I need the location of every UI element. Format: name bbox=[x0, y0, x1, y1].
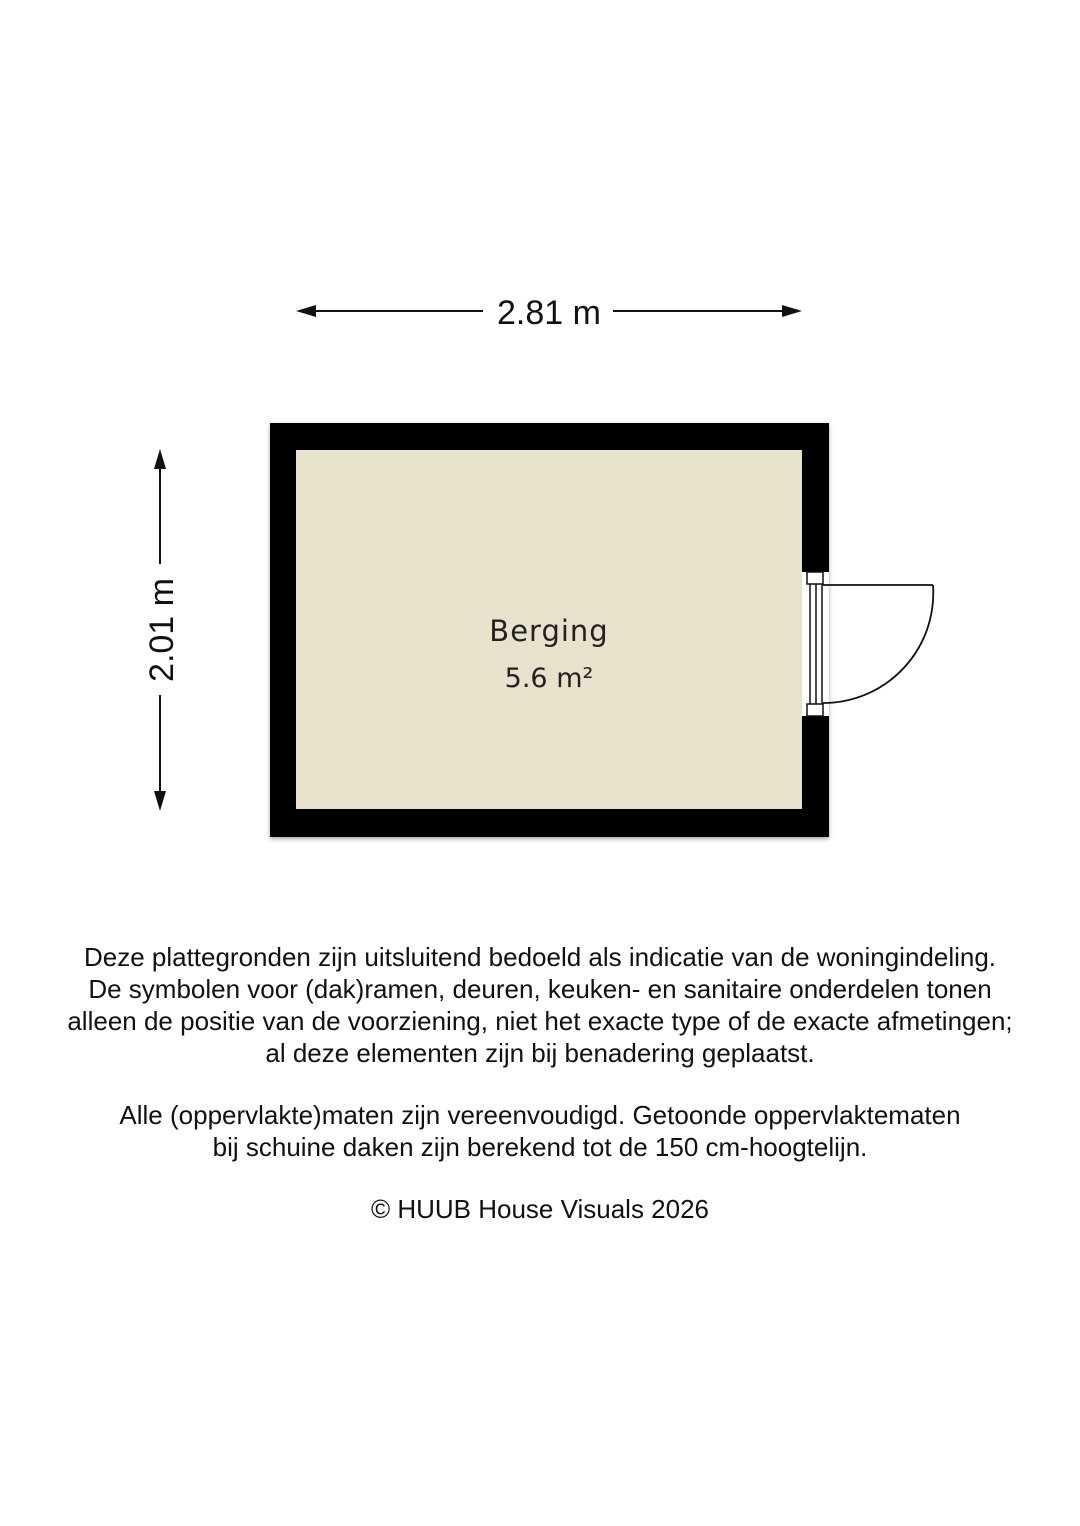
door-frame-top bbox=[807, 572, 823, 584]
width-dimension bbox=[296, 294, 802, 332]
disclaimer-notes bbox=[0, 941, 1080, 1225]
disclaimer-line: al deze elementen zijn bij benadering geplaatst. bbox=[265, 1038, 815, 1068]
height-arrow-up-icon bbox=[154, 449, 166, 469]
measurement-note-line: Alle (oppervlakte)maten zijn vereenvoudigd. Getoonde oppervlaktematen bbox=[119, 1100, 961, 1130]
disclaimer-line: Deze plattegronden zijn uitsluitend bedoeld als indicatie van de woningindeling. bbox=[83, 942, 997, 972]
width-arrow-right-icon bbox=[782, 305, 802, 317]
room-berging bbox=[270, 423, 933, 837]
copyright-text: © HUUB House Visuals 2026 bbox=[370, 1194, 710, 1224]
room-name: Berging bbox=[489, 614, 609, 648]
height-label: 2.01 m bbox=[143, 578, 181, 682]
disclaimer-line: alleen de positie van de voorziening, niet het exacte type of de exacte afmetingen; bbox=[67, 1006, 1013, 1036]
disclaimer-line: De symbolen voor (dak)ramen, deuren, keuken- en sanitaire onderdelen tonen bbox=[88, 974, 992, 1004]
measurement-note-line: bij schuine daken zijn berekend tot de 150 cm-hoogtelijn. bbox=[212, 1132, 868, 1162]
height-arrow-down-icon bbox=[154, 791, 166, 811]
height-dimension bbox=[143, 449, 181, 811]
width-label: 2.81 m bbox=[497, 294, 601, 332]
width-arrow-left-icon bbox=[296, 305, 316, 317]
door-swing-arc bbox=[823, 585, 933, 703]
door-frame-bottom bbox=[807, 704, 823, 716]
room-area: 5.6 m² bbox=[504, 663, 594, 694]
